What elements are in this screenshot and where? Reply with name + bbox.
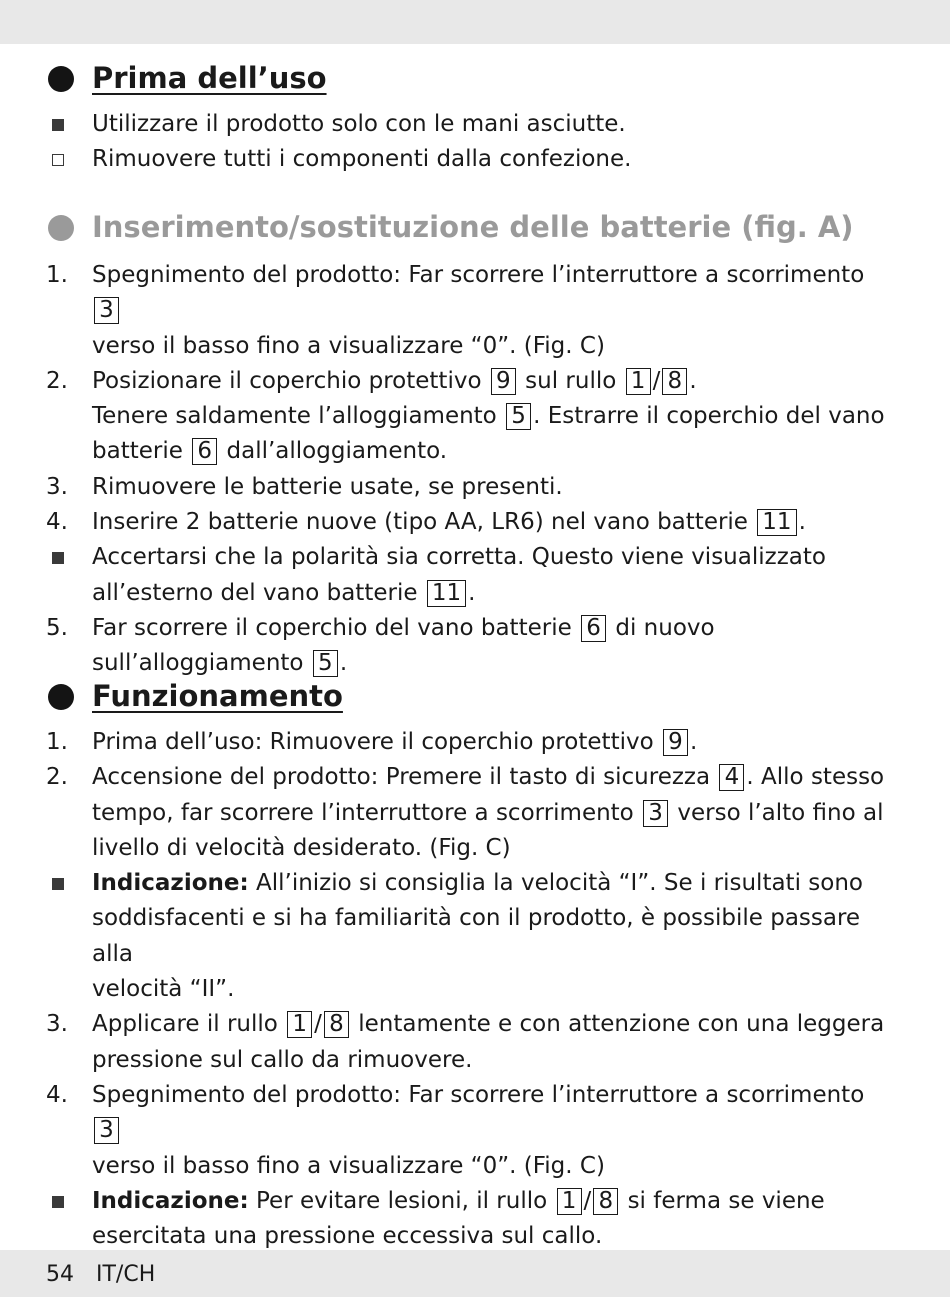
- list-item: [0, 1007, 950, 1078]
- section-batterie: [0, 207, 950, 682]
- list-item: [0, 107, 950, 142]
- part-ref: 9: [663, 729, 688, 756]
- item-text: Rimuovere le batterie usate, se presenti.: [92, 473, 563, 500]
- part-ref: 5: [506, 403, 531, 430]
- part-ref: 1: [626, 368, 651, 395]
- part-ref: 3: [643, 800, 668, 827]
- heading-prima-uso: [0, 58, 950, 102]
- item-text: Indicazione: All’inizio si consiglia la velocità “I”. Se i risultati sono soddisfacenti e si ha familiarità con il prodotto, è possibile passare alla velocità “II”.: [92, 870, 863, 1003]
- part-ref: 1: [287, 1011, 312, 1038]
- bullet-dot-icon: [48, 215, 74, 241]
- item-text: Applicare il rullo 1 / 8 lentamente e con attenzione con una leggera pressione sul callo da rimuovere.: [92, 1011, 885, 1073]
- item-text: Spegnimento del prodotto: Far scorrere l’interruttore a scorrimento 3 verso il basso fino a visualizzare “0”. (Fig. C): [92, 1081, 865, 1179]
- step-number: 1.: [46, 729, 68, 755]
- step-number: 3.: [46, 1011, 68, 1038]
- item-text: Utilizzare il prodotto solo con le mani asciutte.: [92, 111, 626, 137]
- list-item: [0, 611, 950, 682]
- step-number: 4.: [46, 509, 68, 536]
- part-ref: 1: [557, 1188, 582, 1215]
- language-code: IT/CH: [96, 1262, 156, 1287]
- bullet-dot-icon: [48, 684, 74, 710]
- list-item: [0, 364, 950, 470]
- note-label: Indicazione:: [92, 870, 249, 897]
- item-text: Rimuovere tutti i componenti dalla confezione.: [92, 146, 632, 173]
- section-prima-uso: [0, 58, 950, 178]
- step-number: 3.: [46, 473, 68, 500]
- item-text: Spegnimento del prodotto: Far scorrere l’interruttore a scorrimento 3 verso il basso fino a visualizzare “0”. (Fig. C): [92, 262, 865, 359]
- list-item: [0, 866, 950, 1007]
- part-ref: 3: [94, 297, 119, 324]
- item-text: Accensione del prodotto: Premere il tasto di sicurezza 4 . Allo stesso tempo, far scorrere l’interruttore a scorrimento 3 verso l’alto fino al livello di velocità desiderato. (Fig. C): [92, 764, 885, 861]
- part-ref: 9: [491, 368, 516, 395]
- step-number: 1.: [46, 262, 68, 288]
- heading-batterie: [0, 207, 950, 251]
- page-footer: [46, 1262, 177, 1288]
- item-text: Indicazione: Per evitare lesioni, il rullo 1 / 8 si ferma se viene esercitata una pressione eccessiva sul callo.: [92, 1187, 825, 1250]
- item-text: Far scorrere il coperchio del vano batterie 6 di nuovo sull’alloggiamento 5 .: [92, 614, 715, 677]
- section-title: Inserimento/sostituzione delle batterie (fig. A): [92, 210, 854, 244]
- page-number: 54: [46, 1262, 74, 1287]
- section-funzionamento: [0, 676, 950, 1254]
- part-ref: 4: [719, 764, 744, 791]
- list-item: [0, 760, 950, 866]
- part-ref: 8: [593, 1188, 618, 1215]
- part-ref: 6: [192, 438, 217, 465]
- list-item: [0, 1078, 950, 1184]
- part-ref: 6: [581, 615, 606, 642]
- step-number: 2.: [46, 367, 68, 394]
- part-ref: 3: [94, 1117, 119, 1144]
- step-number: 5.: [46, 614, 68, 641]
- part-ref: 11: [757, 509, 796, 536]
- section-title: Funzionamento: [92, 679, 343, 713]
- item-text: Inserire 2 batterie nuove (tipo AA, LR6) nel vano batterie 11 .: [92, 509, 806, 536]
- part-ref: 8: [662, 368, 687, 395]
- list-item: [0, 142, 950, 177]
- bullet-dot-icon: [48, 66, 74, 92]
- part-ref: 5: [313, 650, 338, 677]
- note-label: Indicazione:: [92, 1187, 249, 1214]
- item-text: Accertarsi che la polarità sia corretta. Questo viene visualizzato all’esterno del vano batterie 11 .: [92, 544, 826, 606]
- part-ref: 11: [427, 580, 466, 607]
- list-item: [0, 725, 950, 760]
- heading-funzionamento: [0, 676, 950, 720]
- list-item: [0, 470, 950, 505]
- item-text: Posizionare il coperchio protettivo 9 sul rullo 1 / 8 . Tenere saldamente l’alloggiamento 5 . Estrarre il coperchio del vano batterie 6 dall’alloggiamento.: [92, 367, 885, 465]
- step-number: 2.: [46, 764, 68, 791]
- list-item: [0, 1184, 950, 1255]
- step-number: 4.: [46, 1081, 68, 1108]
- list-item: [0, 505, 950, 540]
- top-bar: [0, 0, 950, 44]
- section-title: Prima dell’uso: [92, 61, 327, 95]
- list-item: [0, 258, 950, 364]
- part-ref: 8: [324, 1011, 349, 1038]
- list-item: [0, 540, 950, 611]
- item-text: Prima dell’uso: Rimuovere il coperchio protettivo 9 .: [92, 729, 698, 755]
